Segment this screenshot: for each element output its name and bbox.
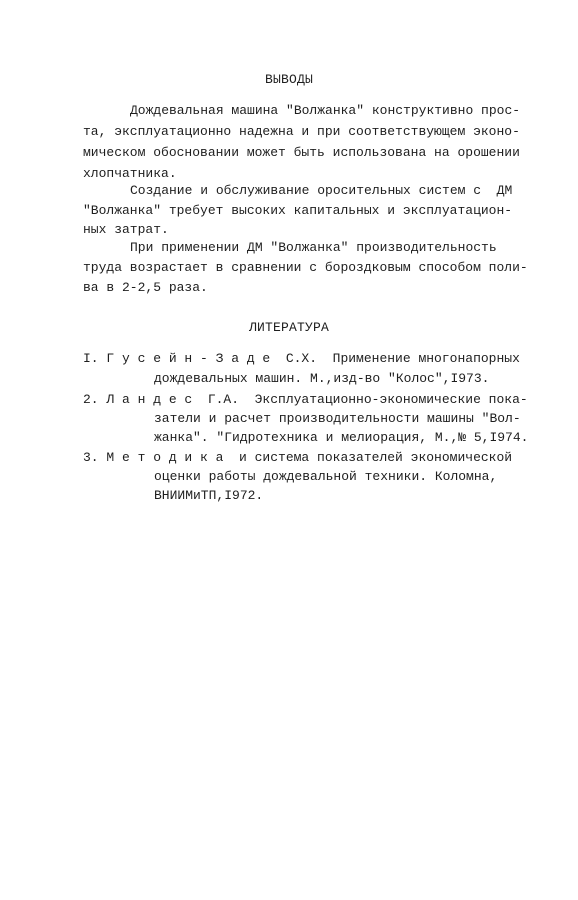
conclusions-line: та, эксплуатационно надежна и при соответствующем эконо- <box>83 124 520 139</box>
reference-line: затели и расчет производительности машины "Вол- <box>154 411 521 426</box>
reference-line: I. Г у с е й н - З а д е С.Х. Применение многонапорных <box>83 351 520 366</box>
reference-line: оценки работы дождевальной техники. Коломна, <box>154 469 498 484</box>
conclusions-line: Дождевальная машина "Волжанка" конструктивно прос- <box>130 103 521 118</box>
reference-line: 3. М е т о д и к а и система показателей экономической <box>83 450 513 465</box>
references-heading: ЛИТЕРАТУРА <box>248 320 329 335</box>
conclusions-line: мическом обосновании может быть использована на орошении <box>83 145 520 160</box>
conclusions-line: хлопчатника. <box>83 166 177 181</box>
conclusions-heading: ВЫВОДЫ <box>264 72 313 87</box>
conclusions-line: ных затрат. <box>83 222 169 237</box>
conclusions-line: труда возрастает в сравнении с бороздковым способом поли- <box>83 260 528 275</box>
conclusions-line: "Волжанка" требует высоких капитальных и эксплуатацион- <box>83 203 513 218</box>
reference-line: ВНИИМиТП,I972. <box>154 488 264 503</box>
conclusions-line: Создание и обслуживание оросительных систем с ДМ <box>130 183 513 198</box>
reference-line: дождевальных машин. М.,изд-во "Колос",I973. <box>154 371 490 386</box>
conclusions-line: ва в 2-2,5 раза. <box>83 280 208 295</box>
reference-line: 2. Л а н д е с Г.А. Эксплуатационно-экономические пока- <box>83 392 528 407</box>
reference-line: жанка". "Гидротехника и мелиорация, М.,№ 5,I974. <box>154 430 529 445</box>
conclusions-line: При применении ДМ "Волжанка" производительность <box>130 240 497 255</box>
